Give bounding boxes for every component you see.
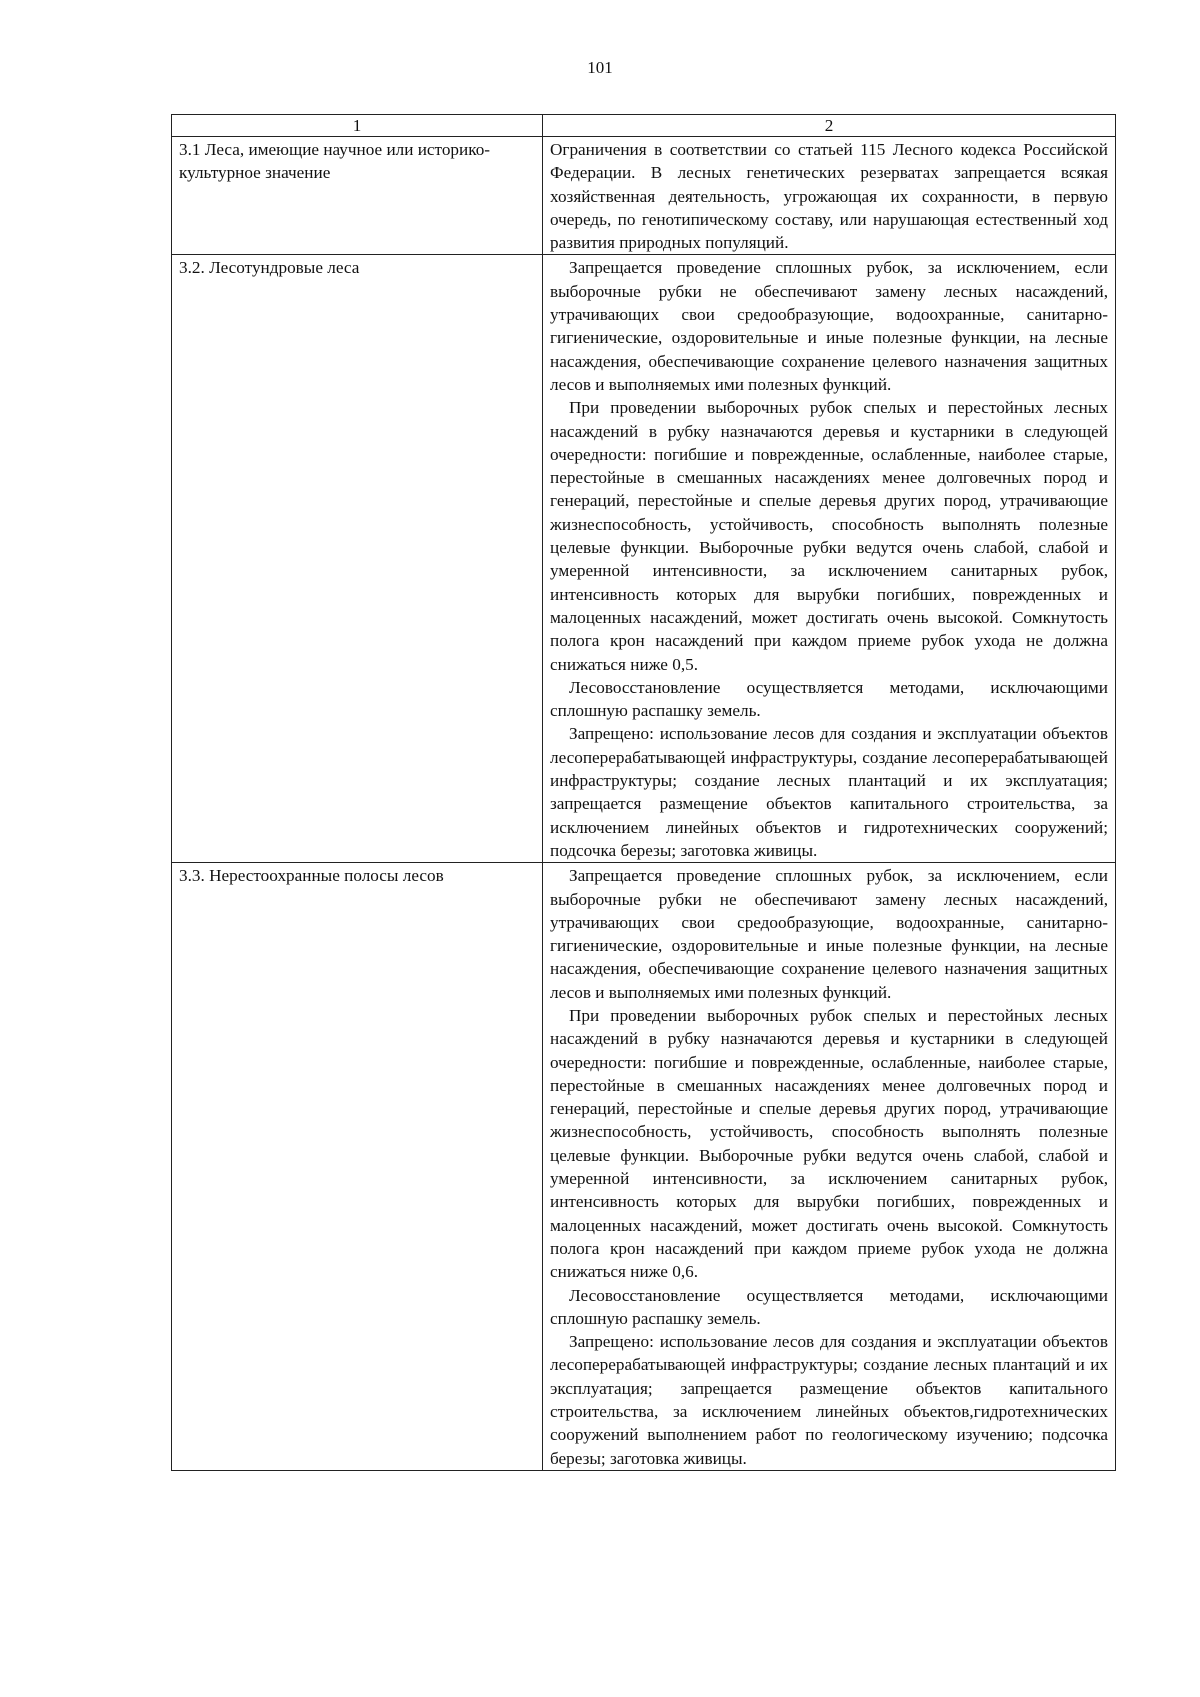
table-header-row <box>172 115 1116 137</box>
table-row <box>172 255 1116 863</box>
restriction-paragraph: При проведении выборочных рубок спелых и перестойных лесных насаждений в рубку назначаются деревья и кустарники в следующей очередности: погибшие и поврежденные, ослабленные, наиболее старые, перестойные в смешанных насаждениях менее долговечных пород и генераций, перестойные и спелые деревья других пород, утрачивающие жизнеспособность, устойчивость, способность выполнять полезные целевые функции. Выборочные рубки ведутся очень слабой, слабой и умеренной интенсивности, за исключением санитарных рубок, интенсивность которых для вырубки погибших, поврежденных и малоценных насаждений, может достигать очень высокой. Сомкнутость полога крон насаждений при каждом приеме рубок ухода не должна снижаться ниже 0,5. <box>550 398 1108 674</box>
restriction-paragraph: Запрещено: использование лесов для создания и эксплуатации объектов лесоперерабатывающей инфраструктуры, создание лесоперерабатывающей инфраструктуры; создание лесных плантаций и их эксплуатация; запрещается размещение объектов капитального строительства, за исключением линейных объектов и гидротехнических сооружений; подсочка березы; заготовка живицы. <box>550 724 1108 860</box>
table-row <box>172 863 1116 1471</box>
restrictions-cell <box>543 137 1116 255</box>
restriction-paragraph: При проведении выборочных рубок спелых и перестойных лесных насаждений в рубку назначаются деревья и кустарники в следующей очередности: погибшие и поврежденные, ослабленные, наиболее старые, перестойные в смешанных насаждениях менее долговечных пород и генераций, перестойные и спелые деревья других пород, утрачивающие жизнеспособность, устойчивость, способность выполнять полезные целевые функции. Выборочные рубки ведутся очень слабой, слабой и умеренной интенсивности, за исключением санитарных рубок, интенсивность которых для вырубки погибших, поврежденных и малоценных насаждений, может достигать очень высокой. Сомкнутость полога крон насаждений при каждом приеме рубок ухода не должна снижаться ниже 0,6. <box>550 1005 1108 1282</box>
regulations-table <box>171 114 1116 1471</box>
page-number: 101 <box>587 58 613 77</box>
table-row <box>172 137 1116 255</box>
restriction-paragraph: Лесовосстановление осуществляется методами, исключающими сплошную распашку земель. <box>550 1285 1108 1328</box>
column-header-2: 2 <box>543 115 1116 137</box>
restrictions-cell <box>543 255 1116 863</box>
restriction-paragraph: Лесовосстановление осуществляется методами, исключающими сплошную распашку земель. <box>550 677 1108 721</box>
restriction-paragraph: Запрещается проведение сплошных рубок, за исключением, если выборочные рубки не обеспечивают замену лесных насаждений, утрачивающих свои средообразующие, водоохранные, санитарно-гигиенические, оздоровительные и иные полезные функции, на лесные насаждения, обеспечивающие сохранение целевого назначения защитных лесов и выполняемых ими полезных функций. <box>550 866 1108 1002</box>
restriction-paragraph: Запрещено: использование лесов для создания и эксплуатации объектов лесоперерабатывающей инфраструктуры; создание лесных плантаций и их эксплуатация; запрещается размещение объектов капитального строительства, за исключением линейных объектов,гидротехнических сооружений выполнением работ по геологическому изучению; подсочка березы; заготовка живицы. <box>550 1332 1108 1468</box>
column-header-1: 1 <box>172 115 543 137</box>
forest-category-cell: 3.1 Леса, имеющие научное или историко-культурное значение <box>172 137 543 255</box>
forest-category-cell: 3.3. Нерестоохранные полосы лесов <box>172 863 543 1471</box>
restriction-paragraph: Запрещается проведение сплошных рубок, за исключением, если выборочные рубки не обеспечивают замену лесных насаждений, утрачивающих свои средообразующие, водоохранные, санитарно-гигиенические, оздоровительные и иные полезные функции, на лесные насаждения, обеспечивающие сохранение целевого назначения защитных лесов и выполняемых ими полезных функций. <box>550 258 1108 394</box>
restrictions-cell <box>543 863 1116 1471</box>
forest-category-cell: 3.2. Лесотундровые леса <box>172 255 543 863</box>
restriction-paragraph: Ограничения в соответствии со статьей 115 Лесного кодекса Российской Федерации. В лесных генетических резерватах запрещается всякая хозяйственная деятельность, угрожающая их сохранности, в первую очередь, по генотипическому составу, или нарушающая естественный ход развития природных популяций. <box>550 140 1108 253</box>
